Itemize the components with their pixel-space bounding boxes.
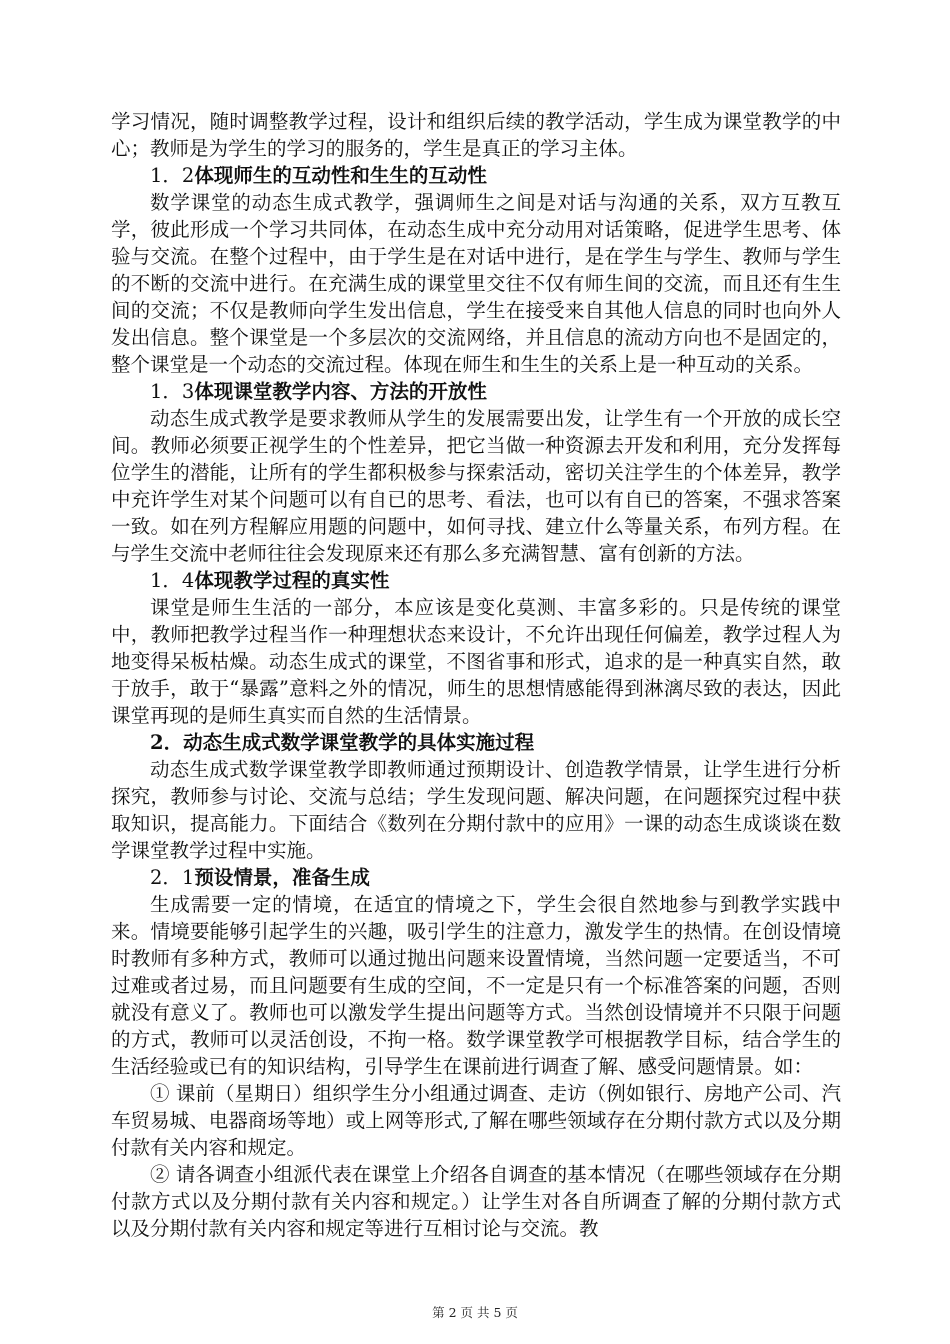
section-heading-1-4: [111, 567, 841, 594]
section-heading-1-2: [111, 162, 841, 189]
section-title: 体现师生的互动性和生生的互动性: [194, 164, 487, 187]
section-number: 2．1: [150, 866, 195, 889]
list-item-1: ① 课前（星期日）组织学生分小组通过调查、走访（例如银行、房地产公司、汽车贸易城、电器商场等地）或上网等形式,了解在哪些领域存在分期付款方式以及分期付款有关内容和规定。: [111, 1082, 841, 1159]
section-heading-2-1: [111, 864, 841, 891]
section-title: 预设情景，准备生成: [194, 866, 370, 889]
paragraph-continuation: 学习情况，随时调整教学过程，设计和组织后续的教学活动，学生成为课堂教学的中心；教师是为学生的学习的服务的，学生是真正的学习主体。: [111, 110, 841, 160]
paragraph-authenticity: 课堂是师生生活的一部分，本应该是变化莫测、丰富多彩的。只是传统的课堂中，教师把教学过程当作一种理想状态来设计，不允许出现任何偏差，教学过程人为地变得呆板枯燥。动态生成式的课堂，不图省事和形式，追求的是一种真实自然，敢于放手，敢于“暴露”意料之外的情况，师生的思想情感能得到淋漓尽致的表达，因此课堂再现的是师生真实而自然的生活情景。: [111, 596, 841, 727]
paragraph-interaction: 数学课堂的动态生成式教学，强调师生之间是对话与沟通的关系，双方互教互学，彼此形成一个学习共同体，在动态生成中充分动用对话策略，促进学生思考、体验与交流。在整个过程中，由于学生是在对话中进行，是在学生与学生、教师与学生的不断的交流中进行。在充满生成的课堂里交往不仅有师生间的交流，而且还有生生间的交流；不仅是教师向学生发出信息，学生在接受来自其他人信息的同时也向外人发出信息。整个课堂是一个多层次的交流网络，并且信息的流动方向也不是固定的，整个课堂是一个动态的交流过程。体现在师生和生生的关系上是一种互动的关系。: [111, 191, 841, 376]
section-title: 体现教学过程的真实性: [194, 569, 390, 592]
paragraph-scenario: 生成需要一定的情境，在适宜的情境之下，学生会很自然地参与到教学实践中来。情境要能够引起学生的兴趣，吸引学生的注意力，激发学生的热情。在创设情境时教师有多种方式，教师可以通过抛出问题来设置情境，当然问题一定要适当，不可过难或者过易，而且问题要有生成的空间，不一定是只有一个标准答案的问题，否则就没有意义了。教师也可以激发学生提出问题等方式。当然创设情境并不只限于问题的方式，教师可以灵活创设，不拘一格。数学课堂教学可根据教学目标，结合学生的生活经验或已有的知识结构，引导学生在课前进行调查了解、感受问题情景。如：: [111, 893, 841, 1078]
paragraph-implementation: 动态生成式数学课堂教学即教师通过预期设计、创造教学情景，让学生进行分析探究，教师参与讨论、交流与总结；学生发现问题、解决问题，在问题探究过程中获取知识，提高能力。下面结合《数列在分期付款中的应用》一课的动态生成谈谈在数学课堂教学过程中实施。: [111, 758, 841, 862]
section-number: 1．2: [150, 164, 195, 187]
section-number: 1．4: [150, 569, 195, 592]
section-title: 体现课堂教学内容、方法的开放性: [194, 380, 487, 403]
page-footer: 第 2 页 共 5 页: [432, 1305, 518, 1320]
list-item-2: ② 请各调查小组派代表在课堂上介绍各自调查的基本情况（在哪些领域存在分期付款方式以及分期付款有关内容和规定。）让学生对各自所调查了解的分期付款方式以及分期付款有关内容和规定等进行互相讨论与交流。教: [111, 1163, 841, 1240]
page-body: [111, 108, 841, 1242]
section-heading-1-3: [111, 378, 841, 405]
paragraph-openness: 动态生成式教学是要求教师从学生的发展需要出发，让学生有一个开放的成长空间。教师必须要正视学生的个性差异，把它当做一种资源去开发和利用，充分发挥每位学生的潜能，让所有的学生都积极参与探索活动，密切关注学生的个体差异，教学中充许学生对某个问题可以有自已的思考、看法，也可以有自已的答案，不强求答案一致。如在列方程解应用题的问题中，如何寻找、建立什么等量关系，布列方程。在与学生交流中老师往往会发现原来还有那么多充满智慧、富有创新的方法。: [111, 407, 841, 565]
section-number: 1．3: [150, 380, 195, 403]
section-heading-2: 2．动态生成式数学课堂教学的具体实施过程: [150, 731, 535, 754]
